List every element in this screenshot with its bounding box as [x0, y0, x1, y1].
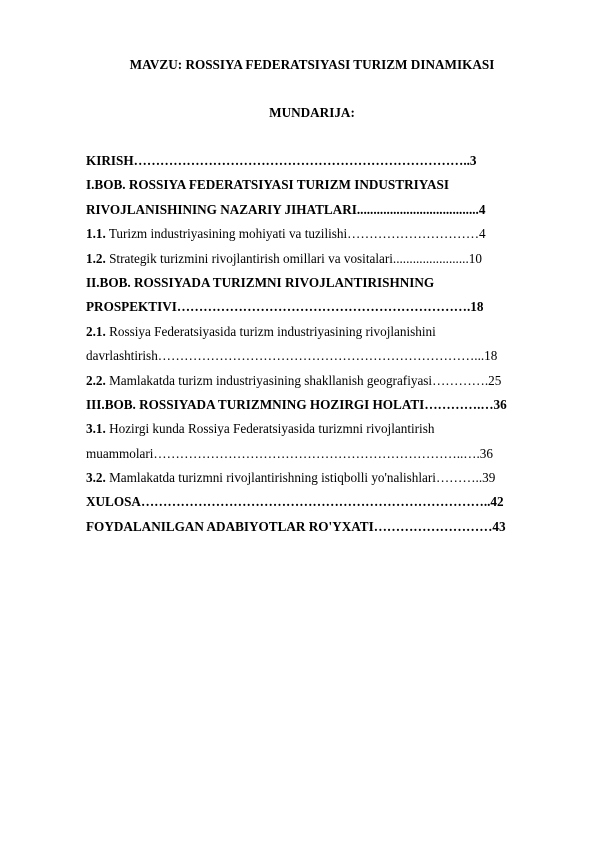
- toc-chapter-2-line-2: PROSPEKTIVI………………………………………………………….18: [86, 299, 484, 315]
- section-number: 1.1.: [86, 226, 106, 242]
- section-number: 2.1.: [86, 323, 106, 339]
- table-of-contents: [86, 149, 536, 539]
- toc-section-2-2: [86, 369, 536, 393]
- section-number: 2.2.: [86, 372, 106, 388]
- toc-section-3-1-line-1: [86, 417, 536, 441]
- toc-entry-conclusion: XULOSA……………………………………………………………………..42: [86, 494, 504, 510]
- toc-chapter-1-line-2: RIVOJLANISHINING NAZARIY JIHATLARI.....................................4: [86, 201, 486, 217]
- toc-chapter-3: III.BOB. ROSSIYADA TURIZMNING HOZIRGI HOLATI………….…36: [86, 396, 507, 412]
- section-title: Mamlakatda turizm industriyasining shakllanish geografiyasi………….25: [105, 372, 502, 388]
- document-title: MAVZU: ROSSIYA FEDERATSIYASI TURIZM DINAMIKASI: [129, 57, 495, 72]
- section-title: Turizm industriyasining mohiyati va tuzilishi…………………………4: [105, 226, 486, 242]
- toc-entry-intro: KIRISH…………………………………………………………………..3: [86, 153, 477, 168]
- toc-chapter-2-line-1: II.BOB. ROSSIYADA TURIZMNI RIVOJLANTIRISHNING: [86, 274, 435, 290]
- section-title: Strategik turizmini rivojlantirish omillari va vositalari.......................10: [105, 250, 482, 266]
- toc-heading: MUNDARIJA:: [269, 105, 355, 120]
- toc-entry-bibliography: FOYDALANILGAN ADABIYOTLAR RO'YXATI………………………43: [86, 518, 506, 534]
- toc-chapter-1-line-1: I.BOB. ROSSIYA FEDERATSIYASI TURIZM INDUSTRIYASI: [86, 177, 450, 193]
- toc-section-1-2: [86, 247, 536, 271]
- section-number: 3.2.: [86, 470, 106, 486]
- section-number: 1.2.: [86, 250, 106, 266]
- toc-section-2-1-line-1: [86, 320, 536, 344]
- section-title: Rossiya Federatsiyasida turizm industriyasining rivojlanishini: [105, 323, 436, 339]
- section-title: Mamlakatda turizmni rivojlantirishning istiqbolli yo'nalishlari………..39: [105, 470, 496, 486]
- toc-section-3-1-line-2: muammolari……………………………………………………………..….36: [86, 445, 493, 461]
- toc-section-3-2: [86, 466, 536, 490]
- toc-section-2-1-line-2: davrlashtirish………………………………………………………………...18: [86, 348, 498, 364]
- section-title: Hozirgi kunda Rossiya Federatsiyasida turizmni rivojlantirish: [105, 421, 435, 437]
- section-number: 3.1.: [86, 421, 106, 437]
- toc-section-1-1: [86, 222, 536, 246]
